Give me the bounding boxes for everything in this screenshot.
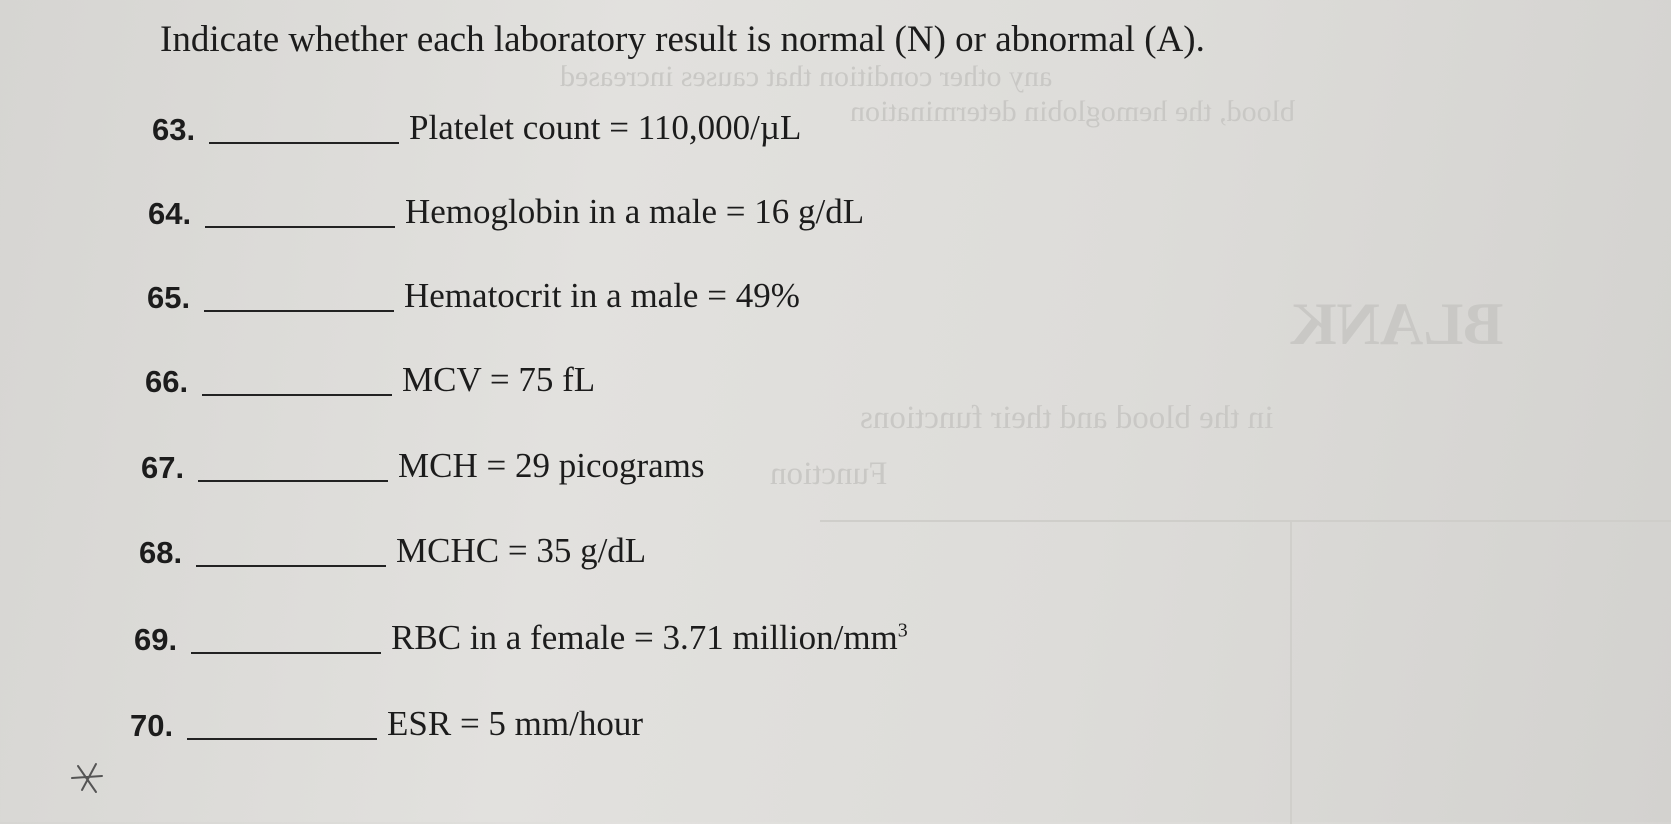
question-number: 66. (145, 364, 189, 399)
lab-result: Hematocrit in a male = 49% (404, 276, 800, 315)
pencil-mark-icon (68, 758, 108, 798)
lab-result: MCHC = 35 g/dL (396, 531, 647, 570)
question-number: 69. (134, 622, 178, 657)
answer-blank[interactable] (205, 226, 395, 228)
answer-blank[interactable] (191, 652, 381, 654)
answer-blank[interactable] (204, 310, 394, 312)
lab-result: MCV = 75 fL (402, 360, 596, 399)
question-number: 64. (148, 196, 192, 231)
answer-blank[interactable] (196, 565, 386, 567)
question-number: 67. (141, 450, 185, 485)
lab-result: Hemoglobin in a male = 16 g/dL (405, 192, 865, 231)
answer-blank[interactable] (209, 142, 399, 144)
lab-result: ESR = 5 mm/hour (387, 704, 644, 743)
answer-blank[interactable] (198, 480, 388, 482)
lab-result: MCH = 29 picograms (398, 446, 705, 485)
answer-blank[interactable] (202, 394, 392, 396)
question-number: 70. (130, 708, 174, 743)
superscript: 3 (897, 619, 908, 642)
question-number: 68. (139, 535, 183, 570)
question-number: 65. (147, 280, 191, 315)
lab-result: RBC in a female = 3.71 million/$mm^3$ (391, 618, 908, 657)
question-number: 63. (152, 112, 196, 147)
lab-result: Platelet count = 110,000/µL (409, 108, 802, 147)
answer-blank[interactable] (187, 738, 377, 740)
instructions: Indicate whether each laboratory result is normal (N) or abnormal (A). (160, 19, 1205, 60)
